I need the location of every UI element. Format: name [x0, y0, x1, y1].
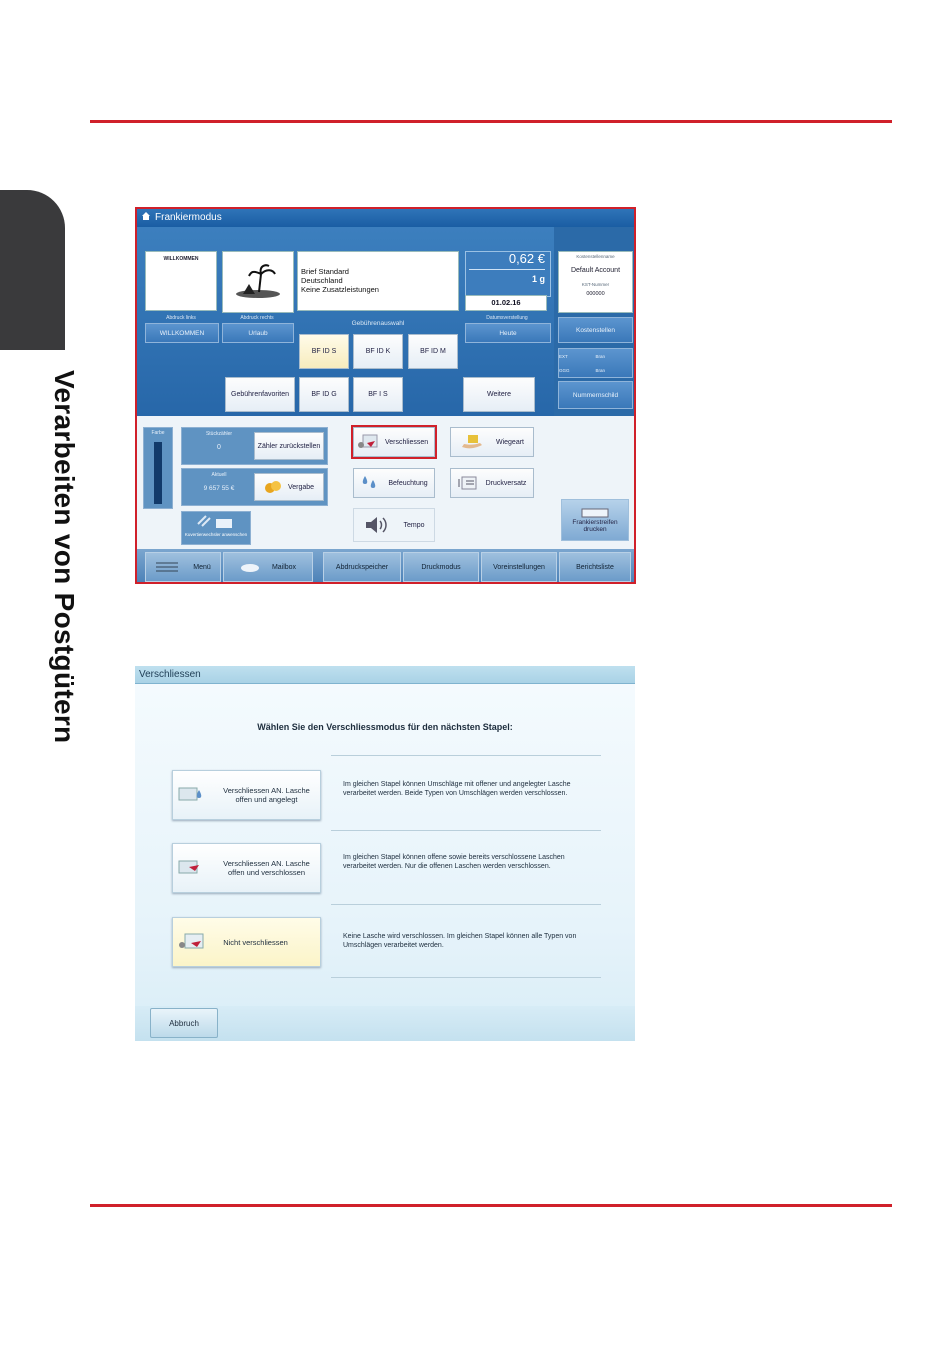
fee-button-bf-id-m[interactable]: BF ID M — [408, 334, 458, 369]
kuvert-label: Kuvertierwechsler anwenschen — [184, 532, 248, 537]
label-gebuehrenauswahl: Gebührenauswahl — [351, 320, 405, 327]
voreinstellungen-button[interactable]: Voreinstellungen — [481, 552, 557, 582]
separator — [331, 977, 601, 978]
label-abdruck-links: Abdruck links — [166, 315, 196, 321]
ink-level-bar — [154, 442, 162, 504]
tempo-label: Tempo — [403, 521, 425, 529]
ext-label: GGG — [559, 367, 570, 373]
welcome-preview-text: WILLKOMMEN — [163, 256, 199, 262]
tape-icon — [580, 507, 610, 519]
account-label: Kostenstellenname — [576, 254, 615, 259]
druckmodus-button[interactable]: Druckmodus — [403, 552, 479, 582]
weight-value: 1 g — [531, 274, 545, 284]
imprint-info — [297, 251, 459, 311]
speaker-icon — [363, 513, 391, 537]
aktuell-value: 9 657 55 € — [203, 485, 235, 492]
print-offset-icon — [458, 475, 480, 491]
date-value: 01.02.16 — [491, 298, 521, 307]
price-underline — [469, 269, 545, 270]
vergabe-button[interactable] — [254, 473, 324, 501]
verschliessen-label: Verschliessen — [385, 438, 429, 446]
palm-stamp-icon — [223, 252, 293, 312]
frankierstreifen-label: Frankierstreifen drucken — [572, 519, 618, 533]
screen-title: Verschliessen — [135, 666, 635, 684]
ext-value: Bran — [595, 353, 606, 359]
fee-button-bf-id-k[interactable]: BF ID K — [353, 334, 403, 369]
berichtsliste-button[interactable]: Berichtsliste — [559, 552, 631, 582]
top-rule — [90, 120, 892, 123]
wiegeart-button[interactable] — [450, 427, 534, 457]
envelope-drops-icon — [177, 784, 207, 806]
fee-button-bf-id-s[interactable]: BF ID S — [299, 334, 349, 369]
ext-button[interactable] — [558, 348, 633, 378]
envelope-changer-icon — [196, 514, 236, 530]
envelope-seal-icon — [177, 857, 207, 879]
druckversatz-button[interactable] — [450, 468, 534, 498]
ink-panel — [143, 427, 173, 509]
befeuchtung-label: Befeuchtung — [388, 479, 428, 487]
account-name: Default Account — [570, 267, 621, 274]
option-description: Im gleichen Stapel können Umschläge mit offener und angelegter Lasche verarbeitet werden. Beide Typen von Umschlägen werden verschlossen. — [343, 781, 571, 797]
kostenstellen-button[interactable]: Kostenstellen — [558, 317, 633, 343]
option-lasche-offen-angelegt[interactable] — [172, 770, 321, 820]
menu-icon — [155, 561, 179, 573]
coins-icon — [264, 481, 282, 493]
imprint-line: Keine Zusatzleistungen — [301, 285, 379, 294]
no-seal-icon — [177, 931, 207, 953]
frankiermodus-screenshot — [135, 207, 636, 584]
kst-number: 000000 — [586, 291, 605, 297]
farbe-label: Farbe — [151, 430, 165, 436]
option-label: Verschliessen AN. Lasche offen und verschlossen — [223, 859, 310, 877]
count-value: 0 — [217, 444, 221, 451]
wiegeart-label: Wiegeart — [495, 438, 524, 446]
price-value: 0,62 € — [508, 251, 545, 266]
chapter-tab — [0, 190, 65, 350]
gebuehrenfavoriten-button[interactable]: Gebührenfavoriten — [225, 377, 295, 412]
option-label: Verschliessen AN. Lasche offen und angelegt — [223, 786, 310, 804]
separator — [331, 755, 601, 756]
option-description: Keine Lasche wird verschlossen. Im gleichen Stapel können alle Typen von Umschlägen verarbeitet werden. — [343, 933, 577, 949]
screen-title: Frankiermodus — [155, 212, 222, 223]
mailbox-button[interactable] — [223, 552, 313, 582]
option-description: Im gleichen Stapel können offene sowie bereits verschlossene Laschen verarbeitet werden. Nur die offenen Laschen werden verschlossen. — [343, 854, 565, 870]
willkommen-button[interactable]: WILLKOMMEN — [145, 323, 219, 343]
abbruch-button[interactable]: Abbruch — [150, 1008, 218, 1038]
weitere-button[interactable]: Weitere — [463, 377, 535, 412]
fee-button-bf-id-g[interactable]: BF ID G — [299, 377, 349, 412]
befeuchtung-button[interactable] — [353, 468, 435, 498]
zaehler-zurueckstellen-button[interactable]: Zähler zurückstellen — [254, 432, 324, 460]
separator — [331, 830, 601, 831]
heute-button[interactable]: Heute — [465, 323, 551, 343]
frankierstreifen-button[interactable] — [561, 499, 629, 541]
aktuell-label: Aktuell — [211, 472, 227, 478]
vergabe-label: Vergabe — [287, 483, 315, 491]
verschliessen-screenshot — [135, 666, 635, 1041]
nummernschild-button[interactable]: Nummernschild — [558, 381, 633, 409]
mailbox-label: Mailbox — [271, 563, 297, 571]
imprint-line: Brief Standard — [301, 267, 349, 276]
stueckzaehler-label: Stückzähler — [205, 431, 233, 437]
separator — [331, 904, 601, 905]
bottom-rule — [90, 1204, 892, 1207]
abdruckspeicher-button[interactable]: Abdruckspeicher — [323, 552, 401, 582]
menu-label: Menü — [193, 563, 211, 571]
account-box[interactable] — [558, 251, 633, 313]
scale-hand-icon — [460, 433, 486, 451]
label-datumsverstellung: Datumsverstellung — [486, 315, 528, 321]
imprint-line: Deutschland — [301, 276, 343, 285]
water-drops-icon — [360, 474, 380, 492]
stamp-preview — [222, 251, 294, 313]
home-icon[interactable] — [141, 211, 151, 221]
welcome-preview — [145, 251, 217, 311]
instruction-heading: Wählen Sie den Verschliessmodus für den nächsten Stapel: — [257, 722, 513, 732]
ext-value: Bran — [595, 367, 606, 373]
chapter-title: Verarbeiten von Postgütern — [49, 370, 80, 744]
screen-title-bar — [137, 209, 634, 227]
tempo-button[interactable] — [353, 508, 435, 542]
option-label: Nicht verschliessen — [223, 937, 288, 947]
option-nicht-verschliessen[interactable] — [172, 917, 321, 967]
option-lasche-offen-verschlossen[interactable] — [172, 843, 321, 893]
kuvert-button[interactable] — [181, 511, 251, 545]
date-display[interactable] — [465, 295, 547, 311]
kst-label: KST-Nummer — [581, 282, 610, 287]
mailbox-icon — [240, 562, 260, 572]
fee-button-bf-i-s[interactable]: BF I S — [353, 377, 403, 412]
label-abdruck-rechts: Abdruck rechts — [240, 315, 274, 321]
ext-label: EXT — [559, 353, 568, 359]
urlaub-button[interactable]: Urlaub — [222, 323, 294, 343]
menu-button[interactable] — [145, 552, 221, 582]
druckversatz-label: Druckversatz — [485, 479, 527, 487]
highlight-frame — [351, 425, 437, 459]
